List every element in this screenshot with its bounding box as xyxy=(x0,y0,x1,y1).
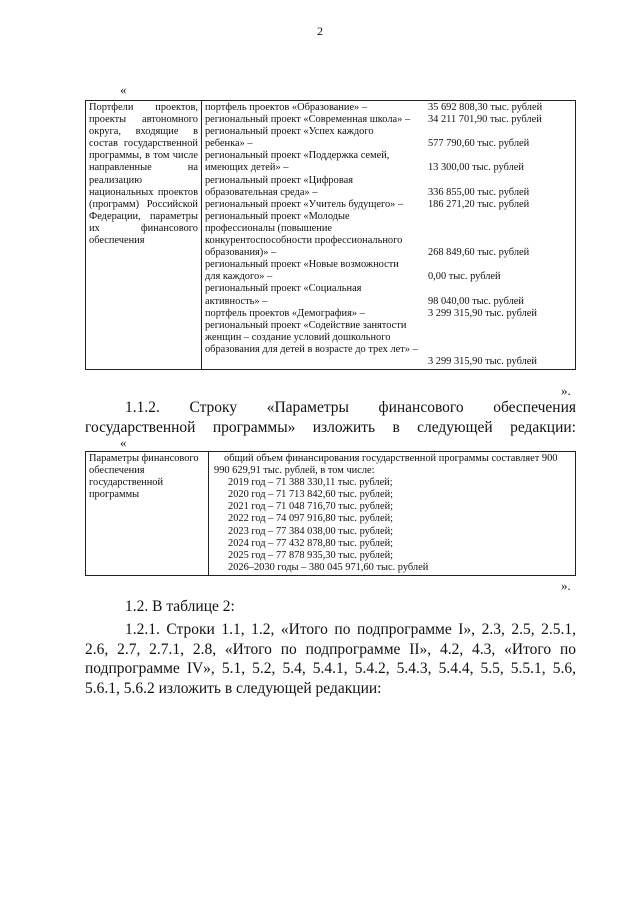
table1-item-name: портфель проектов «Образование» – xyxy=(204,102,368,113)
table1-item-name: региональный проект «Поддержка семей, имеющих детей» – xyxy=(204,150,390,174)
table2-year-row: 2025 год – 77 878 935,30 тыс. рублей; xyxy=(228,549,394,561)
table-financial-parameters xyxy=(85,451,576,576)
table1-item-value: 3 299 315,90 тыс. рублей xyxy=(427,307,537,319)
table1-item-name: региональный проект «Новые возможности для каждого» – xyxy=(204,259,399,283)
table1-item-value: 35 692 808,30 тыс. рублей xyxy=(427,102,543,113)
page-number: 2 xyxy=(317,24,323,38)
table1-item-name: региональный проект «Социальная активность» – xyxy=(204,283,362,307)
table2-year-row: 2026–2030 годы – 380 045 971,60 тыс. рублей xyxy=(228,561,429,573)
table2-right-cell xyxy=(209,452,576,576)
close-quote-1: ». xyxy=(561,383,571,398)
table1-item-value: 577 790,60 тыс. рублей xyxy=(427,138,530,150)
table1-item-name: региональный проект «Молодые профессионалы (повышение конкурентоспособности профессионального образования)» – xyxy=(204,210,403,259)
table2-left-cell: Параметры финансового обеспечения государственной программы xyxy=(86,452,209,576)
table1-names-cell xyxy=(201,101,424,370)
table2-year-row: 2022 год – 74 097 916,80 тыс. рублей; xyxy=(228,513,394,525)
table1-left-cell: Портфели проектов, проекты автономного округа, входящие в состав государственной программы, в том числе направленные на реализацию национальных проектов (программ) Российской Федерации, параметры их финансового обеспечения xyxy=(86,101,202,370)
table1-item-value: 3 299 315,90 тыс. рублей xyxy=(427,356,537,367)
close-quote-2: ». xyxy=(561,578,571,593)
table1-item-name: региональный проект «Цифровая образовательная среда» – xyxy=(204,174,353,198)
open-quote-2: « xyxy=(120,435,127,450)
table1-item-value: 336 855,00 тыс. рублей xyxy=(427,186,530,198)
table1-item-value: 186 271,20 тыс. рублей xyxy=(427,198,530,210)
table1-item-name: региональный проект «Содействие занятости женщин – создание условий дошкольного образования для детей в возрасте до трех лет» – xyxy=(204,319,418,355)
table2-year-row: 2024 год – 77 432 878,80 тыс. рублей; xyxy=(228,537,394,549)
table1-item-name: региональный проект «Современная школа» – xyxy=(204,114,411,126)
table1-values-cell xyxy=(424,101,576,370)
paragraph-1-2-1: 1.2.1. Строки 1.1, 1.2, «Итого по подпрограмме I», 2.3, 2.5, 2.5.1, 2.6, 2.7, 2.7.1, 2.8, «Итого по подпрограмме II», 4.2, 4.3, «Итого по подпрограмме IV», 5.1, 5.2, 5.4, 5.4.1, 5.4.2, 5.4.3, 5.4.4, 5.5, 5.5.1, 5.6, 5.6.1, 5.6.2 изложить в следующей редакции: xyxy=(85,621,576,697)
paragraph-1-1-2: 1.1.2. Строку «Параметры финансового обеспечения государственной программы» изложить в следующей редакции: xyxy=(85,399,576,436)
table1-item-value: 98 040,00 тыс. рублей xyxy=(427,295,524,307)
table1-item-value: 268 849,60 тыс. рублей xyxy=(427,247,530,259)
table-project-portfolios xyxy=(85,100,576,370)
table1-item-name: портфель проектов «Демография» – xyxy=(204,307,365,319)
table1-item-value: 34 211 701,90 тыс. рублей xyxy=(427,114,542,126)
table1-item-name: региональный проект «Успех каждого ребенка» – xyxy=(204,126,374,150)
table2-year-row: 2023 год – 77 384 038,00 тыс. рублей; xyxy=(228,525,394,537)
table2-year-row: 2021 год – 71 048 716,70 тыс. рублей; xyxy=(228,501,394,513)
table2-intro: общий объем финансирования государственной программы составляет 900 990 629,91 тыс. рублей, в том числе: xyxy=(214,453,558,477)
table2-year-row: 2020 год – 71 713 842,60 тыс. рублей; xyxy=(228,489,394,501)
table1-item-name: региональный проект «Учитель будущего» – xyxy=(204,198,404,210)
open-quote-1: « xyxy=(120,82,127,97)
table1-item-value: 13 300,00 тыс. рублей xyxy=(427,162,524,174)
table1-item-value: 0,00 тыс. рублей xyxy=(427,271,501,283)
paragraph-1-2: 1.2. В таблице 2: xyxy=(125,598,235,615)
table2-year-row: 2019 год – 71 388 330,11 тыс. рублей; xyxy=(228,477,393,489)
